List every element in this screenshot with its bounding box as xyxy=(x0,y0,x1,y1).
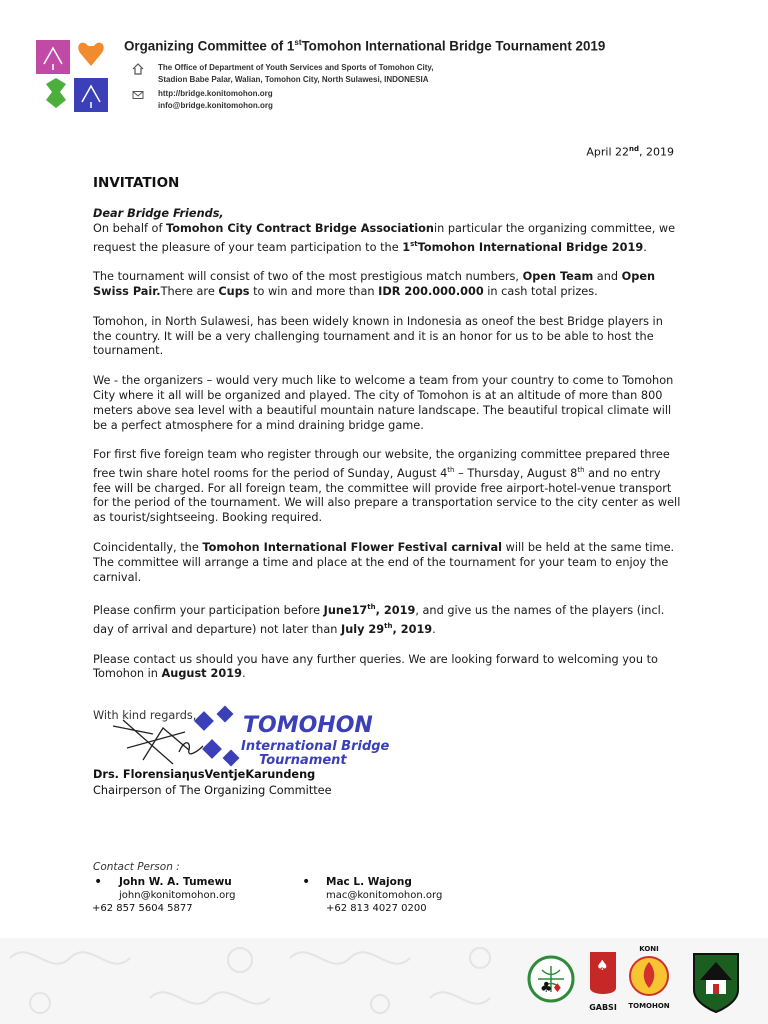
contact-phone: +62 813 4027 0200 xyxy=(326,903,427,914)
gabsi-label: GABSI xyxy=(589,1003,617,1012)
contact-name: John W. A. Tumewu xyxy=(119,876,232,888)
koni-label: KONI xyxy=(639,945,659,953)
bullet-icon: • xyxy=(302,874,311,890)
salutation: Dear Bridge Friends, xyxy=(93,207,224,220)
bridge-federation-logo xyxy=(526,954,576,1004)
koni-city-label: TOMOHON xyxy=(628,1002,670,1010)
stamp-line-2: International Bridge xyxy=(241,739,390,754)
header-title: Organizing Committee of 1stTomohon International Bridge Tournament 2019 xyxy=(124,38,606,54)
letter-date: April 22nd, 2019 xyxy=(586,145,674,159)
tomohon-city-crest xyxy=(690,950,742,1014)
signer-role: Chairperson of The Organizing Committee xyxy=(93,784,332,797)
address-line-1: The Office of Department of Youth Services and Sports of Tomohon City, xyxy=(158,63,434,72)
paragraph-welcome: We - the organizers – would very much like to welcome a team from your country to come to Tomohon City where it all will be organized and played. The city of Tomohon is at an altitude of more than 800 meters above sea level with a beautiful mountain nature landscape. The beautiful tropical climate will be a perfect atmosphere for a mind draining bridge game. xyxy=(93,374,674,432)
contact-title: Contact Person : xyxy=(93,861,180,873)
paragraph-tournament: The tournament will consist of two of the most prestigious match numbers, Open Team and Open Swiss Pair.There are Cups to win and more than IDR 200.000.000 in cash total prizes. xyxy=(93,270,656,298)
letter-heading: INVITATION xyxy=(93,175,180,191)
paragraph-festival: Coincidentally, the Tomohon International Flower Festival carnival will be held at the same time. The committee will arrange a time and place at the end of the tournament for your team to enjoy the carnival. xyxy=(93,541,675,584)
gabsi-logo xyxy=(586,948,620,1014)
tournament-logo xyxy=(36,40,108,112)
letter-body xyxy=(93,207,681,697)
stamp-title: TOMOHON xyxy=(243,713,373,738)
stamp-line-3: Tournament xyxy=(259,753,347,768)
paragraph-confirm: Please confirm your participation before June17th, 2019, and give us the names of the players (incl. day of arrival and departure) not later than July 29th, 2019. xyxy=(93,603,665,636)
home-icon xyxy=(132,63,144,75)
website-link[interactable]: http://bridge.konitomohon.org xyxy=(158,89,273,98)
signer-name: Drs. FlorensiaηusVentjeKarundeng xyxy=(93,768,316,781)
paragraph-hotel: For first five foreign team who register through our website, the organizing committee prepared three free twin share hotel rooms for the period of Sunday, August 4th – Thursday, August 8th and no entry fee will be charged. For all foreign team, the committee will provide free airport-hotel-venue transport for the period of the tournament. We will also prepare a transportation service to the city center as well as tourist/sightseeing. Booking required. xyxy=(93,448,681,525)
header-address-row xyxy=(132,62,433,85)
paragraph-intro: Dear Bridge Friends, On behalf of Tomohon City Contract Bridge Associationin particular the organizing committee, we request the pleasure of your team participation to the 1stTomohon International Bridge 2019. xyxy=(93,207,676,254)
svg-text:♣: ♣ xyxy=(540,980,553,996)
paragraph-contact: Please contact us should you have any further queries. We are looking forward to welcoming you to Tomohon in August 2019. xyxy=(93,652,658,681)
mail-icon xyxy=(132,89,144,101)
contact-card-1 xyxy=(92,876,236,915)
contact-name: Mac L. Wajong xyxy=(326,876,412,888)
email-link[interactable]: info@bridge.konitomohon.org xyxy=(158,100,273,110)
header-contact-row xyxy=(132,88,273,111)
paragraph-tomohon: Tomohon, in North Sulawesi, has been widely known in Indonesia as oneof the best Bridge players in the country. It will be a very challenging tournament and it is an honor for us to be able to host the tournament. xyxy=(93,314,663,358)
contact-phone: +62 857 5604 5877 xyxy=(92,903,193,914)
contact-card-2 xyxy=(326,876,442,915)
svg-text:♦: ♦ xyxy=(552,981,563,995)
contact-email[interactable]: mac@konitomohon.org xyxy=(326,890,443,901)
bullet-icon: • xyxy=(94,874,103,890)
contact-email[interactable]: john@konitomohon.org xyxy=(119,890,236,901)
svg-text:♠: ♠ xyxy=(596,958,609,974)
footer-band xyxy=(0,938,768,1024)
closing-regards: With kind regards, xyxy=(93,709,197,722)
address-line-2: Stadion Babe Palar, Walian, Tomohon City, North Sulawesi, INDONESIA xyxy=(158,74,429,84)
koni-tomohon-logo xyxy=(626,942,672,1018)
